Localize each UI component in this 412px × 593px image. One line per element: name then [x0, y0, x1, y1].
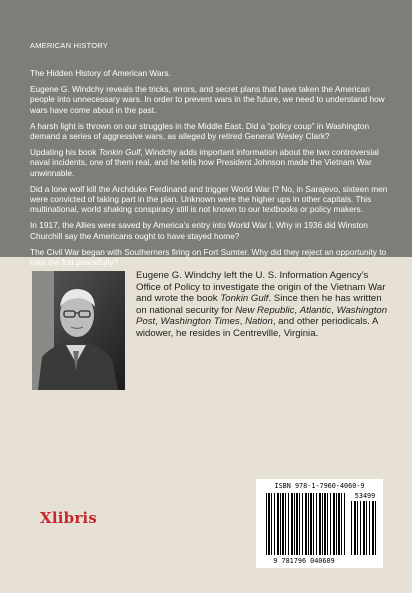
bio-book-title: Tonkin Gulf	[220, 293, 269, 304]
blurb-paragraph: The Civil War began with Southerners firing on Fort Sumter. Why did they reject an opportunity to take the fort peacefully?	[30, 246, 387, 268]
blurb-paragraph: In 1917, the Allies were saved by America’s entry into World War I. Why in 1936 did Winston Churchill say the Americans ought to have stayed home?	[30, 220, 368, 241]
publication-name: Nation	[245, 316, 273, 327]
barcode-bars	[266, 493, 346, 555]
bio-separator: ,	[331, 304, 337, 316]
publisher-logo: Xlibris	[40, 509, 97, 527]
publication-name: Washington Post	[136, 304, 388, 327]
book-title-italic: Tonkin Gulf	[98, 147, 141, 158]
publication-name: New Republic	[235, 304, 295, 316]
barcode-addon-bars	[351, 501, 377, 555]
blurb-paragraph: Eugene G. Windchy reveals the tricks, errors, and secret plans that have taken the American people into unnecessary wars. In order to prevent wars in the future, we need to understand how wars have come about in the past.	[30, 84, 385, 115]
blurb-paragraph: A harsh light is thrown on our struggles in the Middle East. Did a “policy coup” in Washington demand a series of aggressive wars, as alleged by retired General Wesley Clark?	[30, 120, 370, 142]
bio-separator: ,	[294, 304, 300, 316]
bio-separator: ,	[155, 316, 161, 327]
publication-name: Washington Times	[160, 316, 240, 327]
ean-number: 9 781796 040609	[258, 557, 350, 565]
price-addon-number: 53499	[354, 492, 376, 500]
isbn-label: ISBN 978-1-7960-4060-9	[274, 482, 365, 490]
publication-name: Atlantic	[299, 304, 332, 316]
barcode	[256, 479, 383, 568]
blurb-panel	[0, 0, 412, 268]
author-bio	[136, 270, 388, 339]
blurb-text-run: , Windchy adds important information about the two controversial naval incidents, one of them real, and he tells how President Johnson made the Vietnam War unwinnable.	[30, 147, 379, 178]
category-label: AMERICAN HISTORY	[30, 41, 108, 50]
bio-text: Eugene G. Windchy left the U. S. Information Agency’s Office of Policy to investigate the origin of the Vietnam War and wrote the book	[136, 270, 386, 304]
bio-separator: ,	[239, 316, 246, 327]
blurb-headline: The Hidden History of American Wars.	[30, 68, 171, 78]
bio-text: , and other periodicals. A widower, he resides in Centreville, Virginia.	[136, 316, 378, 339]
blurb-text	[30, 68, 392, 273]
author-photo	[32, 271, 125, 390]
blurb-paragraph: Did a lone wolf kill the Archduke Ferdinand and trigger World War I? No, in Sarajevo, sixteen men were convicted of taking part in the plan. Unknown were the higher ups in other capitals. This multinational, world shaking conspiracy still is not known to our textbooks or policy makers.	[30, 183, 388, 215]
bio-text: . Since then he has written on national security for	[136, 293, 382, 316]
blurb-text-run: Updating his book	[30, 147, 99, 158]
blurb-paragraph	[30, 147, 392, 178]
